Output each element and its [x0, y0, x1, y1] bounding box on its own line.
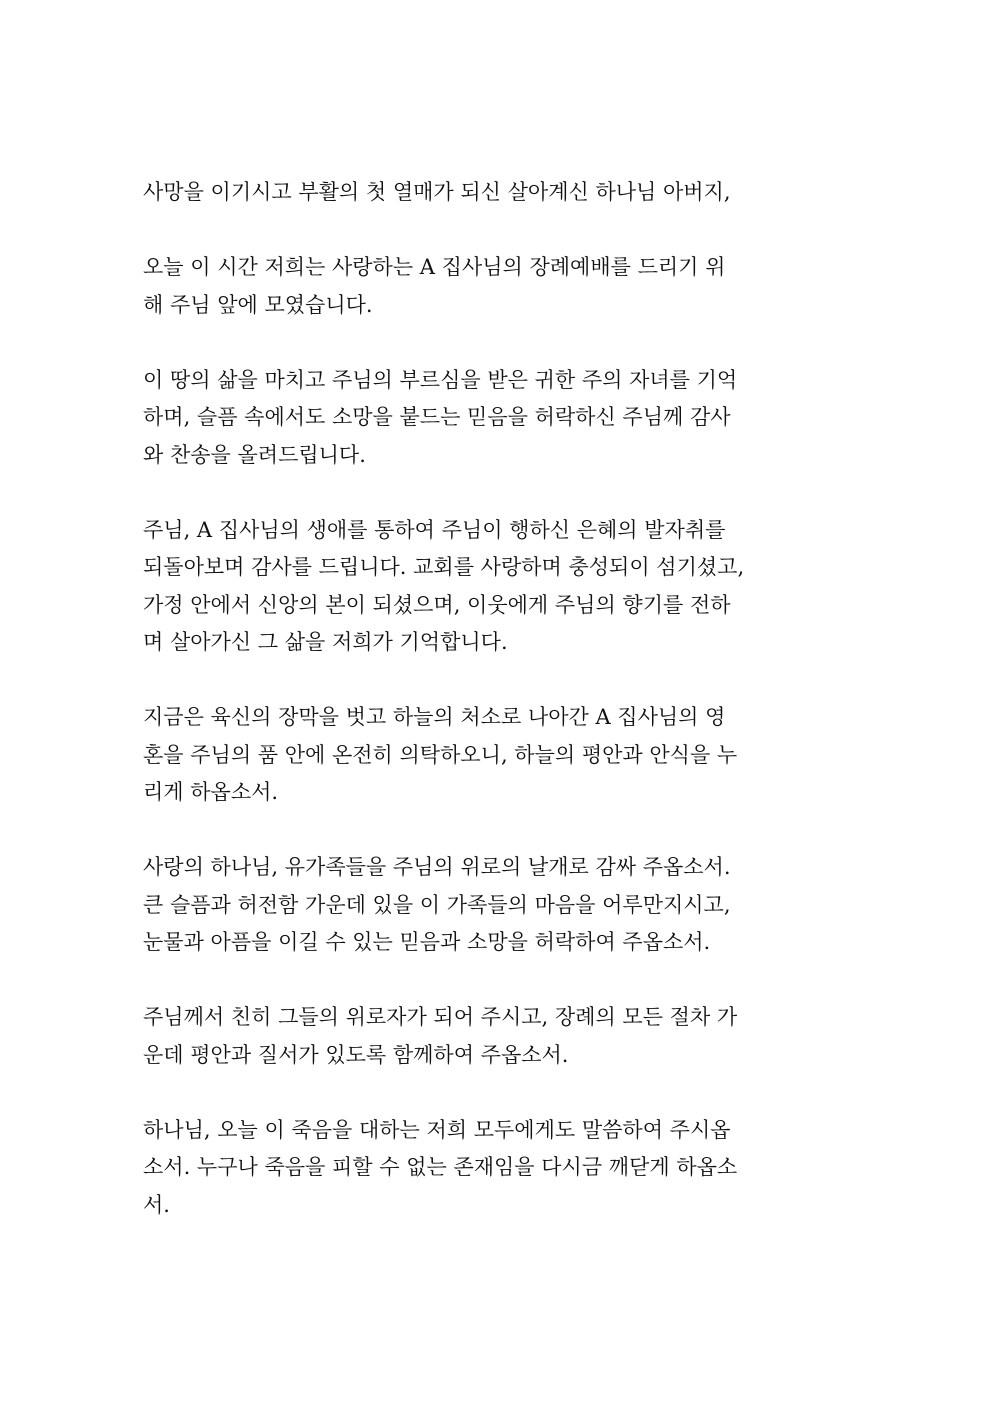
prayer-text-body	[143, 174, 851, 1224]
paragraph-3: 이 땅의 삶을 마치고 주님의 부르심을 받은 귀한 주의 자녀를 기억 하며, 슬픔 속에서도 소망을 붙드는 믿음을 허락하신 주님께 감사 와 찬송을 올려드립니다.	[143, 367, 738, 467]
paragraph-6: 사랑의 하나님, 유가족들을 주님의 위로의 날개로 감싸 주옵소서. 큰 슬픔과 허전함 가운데 있을 이 가족들의 마음을 어루만지시고, 눈물과 아픔을 이길 수 있는 믿음과 소망을 허락하여 주옵소서.	[143, 855, 731, 954]
paragraph-2: 오늘 이 시간 저희는 사랑하는 A 집사님의 장례예배를 드리기 위 해 주님 앞에 모였습니다.	[143, 255, 726, 317]
paragraph-8: 하나님, 오늘 이 죽음을 대하는 저희 모두에게도 말씀하여 주시옵 소서. 누구나 죽음을 피할 수 없는 존재임을 다시금 깨닫게 하옵소 서.	[143, 1117, 738, 1217]
paragraph-4: 주님, A 집사님의 생애를 통하여 주님이 행하신 은혜의 발자취를 되돌아보며 감사를 드립니다. 교회를 사랑하며 충성되이 섬기셨고, 가정 안에서 신앙의 본이 되셨으며, 이웃에게 주님의 향기를 전하 며 살아가신 그 삶을 저희가 기억합니다.	[143, 517, 745, 654]
paragraph-1: 사망을 이기시고 부활의 첫 열매가 되신 살아계신 하나님 아버지,	[143, 180, 731, 204]
paragraph-7: 주님께서 친히 그들의 위로자가 되어 주시고, 장례의 모든 절차 가 운데 평안과 질서가 있도록 함께하여 주옵소서.	[143, 1005, 738, 1067]
paragraph-5: 지금은 육신의 장막을 벗고 하늘의 처소로 나아간 A 집사님의 영 혼을 주님의 품 안에 온전히 의탁하오니, 하늘의 평안과 안식을 누 리게 하옵소서.	[143, 705, 738, 804]
